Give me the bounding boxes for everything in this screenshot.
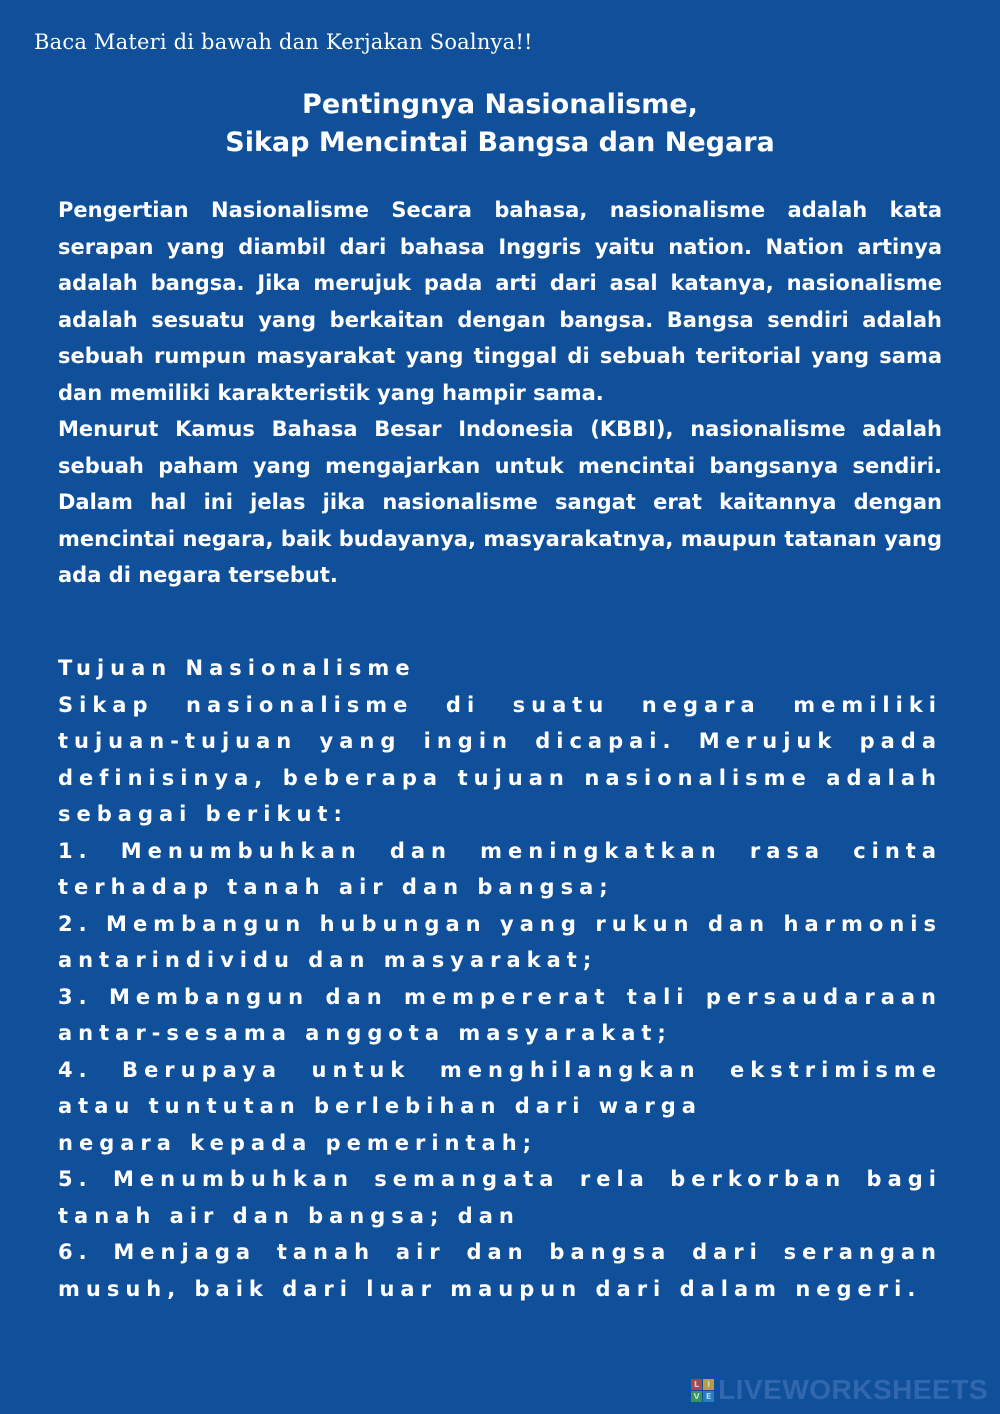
goal-item: 1. Menumbuhkan dan meningkatkan rasa cinta terhadap tanah air dan bangsa; (58, 838, 942, 899)
title-line-1: Pentingnya Nasionalisme, (302, 89, 698, 120)
goals-paragraph: Sikap nasionalisme di suatu negara memiliki tujuan-tujuan yang ingin dicapai. Merujuk pada definisinya, beberapa tujuan nasionalisme adalah sebagai berikut: (58, 692, 942, 826)
logo-tile: V (691, 1391, 702, 1402)
intro-paragraph-kbbi: Menurut Kamus Bahasa Besar Indonesia (KBBI), nasionalisme adalah sebuah paham yang mengajarkan untuk mencintai bangsanya sendiri. Dalam hal ini jelas jika nasionalisme sangat erat kaitannya dengan mencintai negara, baik budayanya, masyarakatnya, maupun tatanan yang ada di negara tersebut. (58, 417, 942, 587)
liveworksheets-logo-icon (691, 1379, 714, 1402)
goals-heading: Tujuan Nasionalisme (58, 656, 416, 680)
logo-tile: L (691, 1379, 702, 1390)
logo-tile: E (703, 1391, 714, 1402)
intro-paragraph-definition: Pengertian Nasionalisme Secara bahasa, nasionalisme adalah kata serapan yang diambil dari bahasa Inggris yaitu nation. Nation artinya adalah bangsa. Jika merujuk pada arti dari asal katanya, nasionalisme adalah sesuatu yang berkaitan dengan bangsa. Bangsa sendiri adalah sebuah rumpun masyarakat yang tinggal di sebuah teritorial yang sama dan memiliki karakteristik yang hampir sama. (58, 198, 942, 405)
goal-item: 3. Membangun dan mempererat tali persaudaraan antar-sesama anggota masyarakat; (58, 984, 942, 1045)
goals-list (58, 833, 942, 1308)
logo-tile: I (703, 1379, 714, 1390)
goal-item: 5. Menumbuhkan semangata rela berkorban bagi tanah air dan bangsa; dan (58, 1167, 942, 1228)
goal-item: 6. Menjaga tanah air dan bangsa dari serangan musuh, baik dari luar maupun dari dalam negeri. (58, 1240, 942, 1301)
watermark-text: LIVEWORKSHEETS (718, 1374, 988, 1405)
goals-section (58, 650, 942, 1307)
goal-item: 2. Membangun hubungan yang rukun dan harmonis antarindividu dan masyarakat; (58, 911, 942, 972)
intro-section (58, 192, 942, 594)
instruction-text: Baca Materi di bawah dan Kerjakan Soalnya!! (34, 30, 533, 54)
title-line-2: Sikap Mencintai Bangsa dan Negara (225, 127, 775, 158)
goal-item: negara kepada pemerintah; (58, 1130, 538, 1155)
page-title (0, 86, 1000, 162)
liveworksheets-watermark (691, 1374, 988, 1406)
goal-item: 4. Berupaya untuk menghilangkan ekstrimisme atau tuntutan berlebihan dari warga (58, 1057, 942, 1118)
